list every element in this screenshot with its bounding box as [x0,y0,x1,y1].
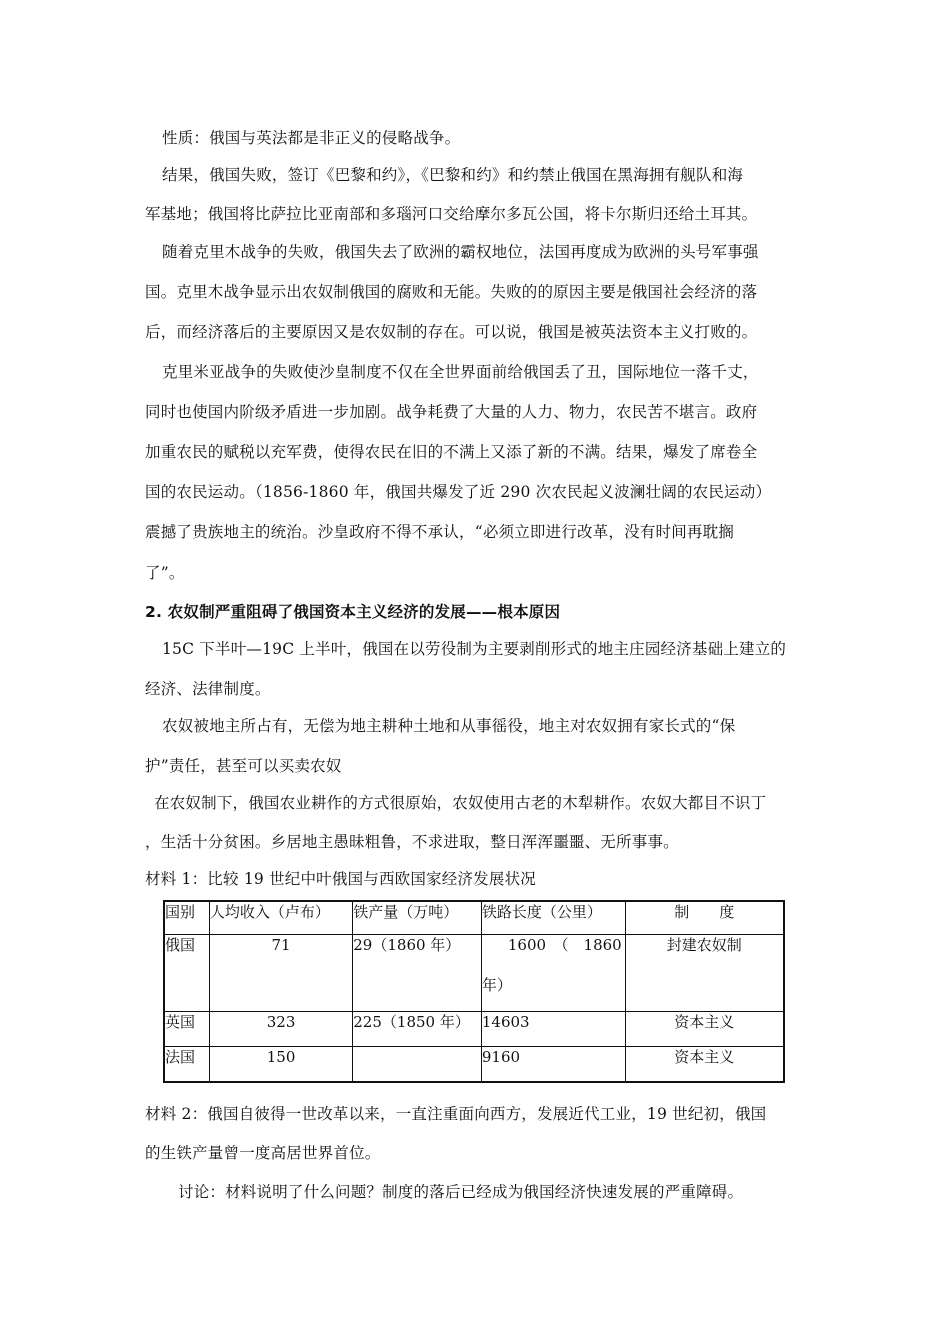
paragraph-agriculture-line1: 在农奴制下，俄国农业耕作的方式很原始，农奴使用古老的木犁耕作。农奴大都目不识丁 [154,794,767,812]
paragraph-defeat-line2: 同时也使国内阶级矛盾进一步加剧。战争耗费了大量的人力、物力，农民苦不堪言。政府 [145,403,758,421]
cell-country: 英国 [164,1012,209,1047]
paragraph-serfdom-line2: 经济、法律制度。 [145,680,271,698]
paragraph-defeat-line1: 克里米亚战争的失败使沙皇制度不仅在全世界面前给俄国丢了丑，国际地位一落千丈， [162,363,759,381]
table-header-row [164,901,784,935]
material-1-caption: 材料 1：比较 19 世纪中叶俄国与西欧国家经济发展状况 [145,870,536,888]
paragraph-nature: 性质：俄国与英法都是非正义的侵略战争。 [162,129,461,147]
paragraph-defeat-line5: 震撼了贵族地主的统治。沙皇政府不得不承认，“必须立即进行改革，没有时间再耽搁 [145,523,735,541]
cell-system: 资本主义 [625,1012,784,1047]
header-iron: 铁产量（万吨） [353,901,482,935]
cell-system: 资本主义 [625,1047,784,1083]
cell-iron: 29（1860 年） [353,935,482,1012]
paragraph-result-line2: 军基地；俄国将比萨拉比亚南部和多瑙河口交给摩尔多瓦公国，将卡尔斯归还给土耳其。 [145,205,758,223]
header-income: 人均收入（卢布） [209,901,352,935]
cell-railway [481,935,625,1012]
table-row [164,935,784,1012]
paragraph-result-line1: 结果，俄国失败，签订《巴黎和约》，《巴黎和约》和约禁止俄国在黑海拥有舰队和海 [162,166,744,184]
paragraph-defeat-line6: 了”。 [145,564,185,582]
header-system: 制 度 [625,901,784,935]
table-row [164,1012,784,1047]
paragraph-crimea-line1: 随着克里木战争的失败，俄国失去了欧洲的霸权地位，法国再度成为欧洲的头号军事强 [162,243,759,261]
cell-country: 法国 [164,1047,209,1083]
discussion-text: 讨论：材料说明了什么问题？制度的落后已经成为俄国经济快速发展的严重障碍。 [178,1183,744,1201]
cell-system: 封建农奴制 [625,935,784,1012]
cell-railway: 9160 [481,1047,625,1083]
paragraph-agriculture-line2: ，生活十分贫困。乡居地主愚昧粗鲁，不求进取，整日浑浑噩噩、无所事事。 [145,833,679,851]
cell-railway-line1: 1600 （ 1860 [507,936,622,954]
header-country: 国别 [164,901,209,935]
paragraph-serfdom-line1: 15C 下半叶—19C 上半叶，俄国在以劳役制为主要剥削形式的地主庄园经济基础上建立的 [162,640,787,658]
cell-railway: 14603 [481,1012,625,1047]
paragraph-defeat-line4: 国的农民运动。（1856-1860 年，俄国共爆发了近 290 次农民起义波澜壮阔的农民运动） [145,483,772,501]
paragraph-serfs-line1: 农奴被地主所占有，无偿为地主耕种土地和从事徭役，地主对农奴拥有家长式的“保 [162,717,736,735]
paragraph-crimea-line2: 国。克里木战争显示出农奴制俄国的腐败和无能。失败的的原因主要是俄国社会经济的落 [145,283,758,301]
economy-comparison-table [163,900,785,1083]
cell-income: 71 [209,935,352,1012]
header-railway: 铁路长度（公里） [481,901,625,935]
cell-iron: 225（1850 年） [353,1012,482,1047]
cell-railway-line2: 年） [481,976,512,994]
section-heading-2: 2. 农奴制严重阻碍了俄国资本主义经济的发展——根本原因 [145,603,561,621]
cell-iron [353,1047,482,1083]
material-2-line1: 材料 2：俄国自彼得一世改革以来，一直注重面向西方，发展近代工业，19 世纪初，俄国 [145,1105,767,1123]
table-row [164,1047,784,1083]
material-2-line2: 的生铁产量曾一度高居世界首位。 [145,1144,381,1162]
cell-income: 323 [209,1012,352,1047]
cell-country: 俄国 [164,935,209,1012]
cell-income: 150 [209,1047,352,1083]
paragraph-crimea-line3: 后，而经济落后的主要原因又是农奴制的存在。可以说，俄国是被英法资本主义打败的。 [145,323,758,341]
paragraph-defeat-line3: 加重农民的赋税以充军费，使得农民在旧的不满上又添了新的不满。结果，爆发了席卷全 [145,443,758,461]
paragraph-serfs-line2: 护”责任，甚至可以买卖农奴 [145,757,342,775]
